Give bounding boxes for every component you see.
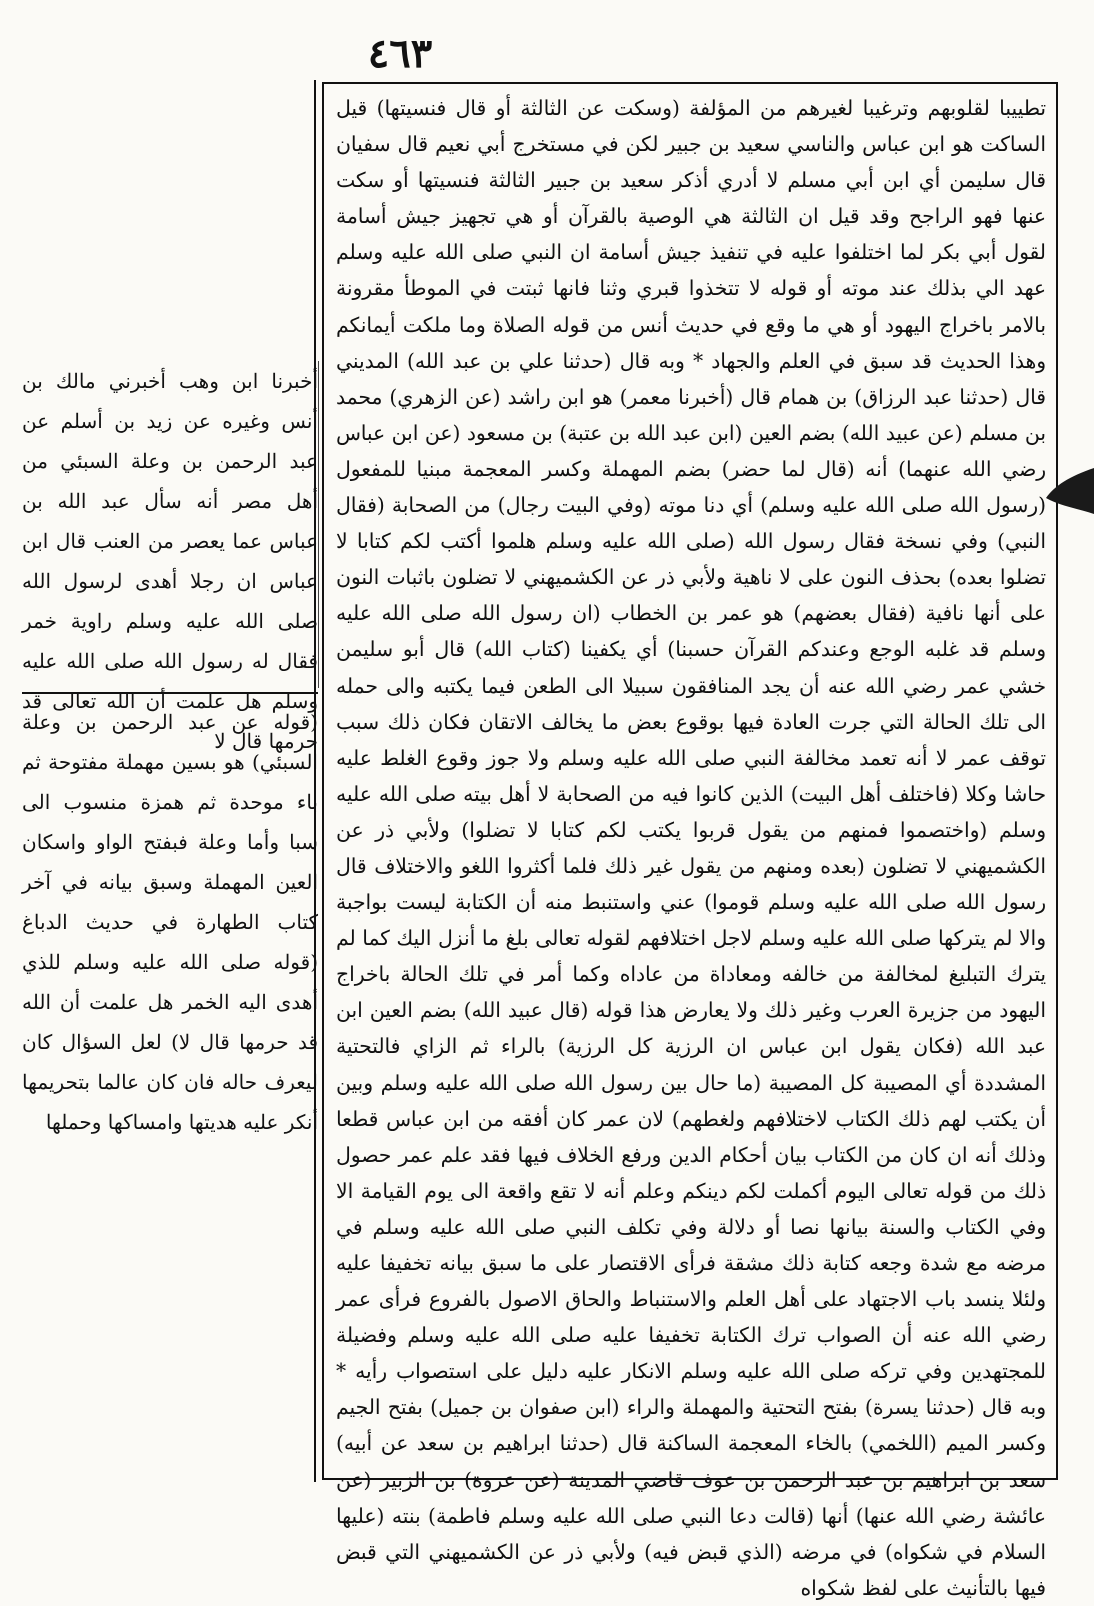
margin-hadith-paragraph: أخبرنا ابن وهب أخبرني مالك بن أنس وغيره عن زيد بن أسلم عن عبد الرحمن بن وعلة السبئي من أهل مصر أنه سأل عبد الله بن عباس عما يعصر من العنب قال ابن عباس ان رجلا أهدى لرسول الله صلى الله عليه وسلم راوية خمر فقال له رسول الله صلى الله عليه وسلم هل علمت أن الله تعالى قد حرمها قال لا (22, 369, 318, 753)
margin-notes-paragraph: (قوله عن عبد الرحمن بن وعلة السبئي) هو بسين مهملة مفتوحة ثم باء موحدة ثم همزة منسوب الى سبا وأما وعلة فبفتح الواو واسكان العين المهملة وسبق بيانه في آخر كتاب الطهارة في حديث الدباغ (قوله صلى الله عليه وسلم للذي أهدى اليه الخمر هل علمت أن الله قد حرمها قال لا) لعل السؤال كان ليعرف حاله فان كان عالما بتحريمها أنكر عليه هديتها وامساكها وحملها (22, 710, 318, 1134)
page-number: ٤٦٣ (367, 30, 433, 77)
main-paragraph: تطييبا لقلوبهم وترغيبا لغيرهم من المؤلفة (وسكت عن الثالثة أو قال فنسيتها) قيل الساكت هو ابن عباس والناسي سعيد بن جبير لكن في مستخرج أبي نعيم قال سفيان قال سليمن أي ابن أبي مسلم لا أدري أذكر سعيد بن جبير الثالثة فنسيتها أو سكت عنها فهو الراجح وقد قيل ان الثالثة هي الوصية بالقرآن أو هي تجهيز جيش أسامة لقول أبي بكر لما اختلفوا عليه في تنفيذ جيش أسامة ان النبي صلى الله عليه وسلم عهد الي بذلك عند موته أو قوله لا تتخذوا قبري وثنا فانها ثبتت في الموطأ مقرونة بالامر باخراج اليهود أو هي ما وقع في حديث أنس من قوله الصلاة وما ملكت أيمانكم وهذا الحديث قد سبق في العلم والجهاد * وبه قال (حدثنا علي بن عبد الله) المديني قال (حدثنا عبد الرزاق) بن همام قال (أخبرنا معمر) هو ابن راشد (عن الزهري) محمد بن مسلم (عن عبيد الله) بضم العين (ابن عبد الله بن عتبة) بن مسعود (عن ابن عباس رضي الله عنهما) أنه (قال لما حضر) بضم المهملة وكسر المعجمة مبنيا للمفعول (رسول الله صلى الله عليه وسلم) أي دنا موته (وفي البيت رجال) من الصحابة (فقال النبي) وفي نسخة فقال رسول الله (صلى الله عليه وسلم هلموا أكتب لكم كتابا لا تضلوا بعده) بحذف النون على لا ناهية ولأبي ذر عن الكشميهني لا تضلون باثبات النون على أنها نافية (فقال بعضهم) هو عمر بن الخطاب (ان رسول الله صلى الله عليه وسلم قد غلبه الوجع وعندكم القرآن حسبنا) أي يكفينا (كتاب الله) قال أبو سليمن خشي عمر رضي الله عنه أن يجد المنافقون سبيلا الى الطعن فيما يكتبه والى حمله الى تلك الحالة التي جرت العادة فيها بوقوع بعض ما يخالف الاتقان فكان ذلك سبب توقف عمر لا أنه تعمد مخالفة النبي صلى الله عليه وسلم ولا جوز وقوع الغلط عليه حاشا وكلا (فاختلف أهل البيت) الذين كانوا فيه من الصحابة لا أهل بيته صلى الله عليه وسلم (واختصموا فمنهم من يقول قربوا يكتب لكم كتابا لا تضلوا) ولأبي ذر عن الكشميهني لا تضلون (بعده ومنهم من يقول غير ذلك فلما أكثروا اللغو والاختلاف قال رسول الله صلى الله عليه وسلم قوموا) عني واستنبط منه أن الكتابة ليست بواجبة والا لم يتركها صلى الله عليه وسلم لاجل اختلافهم لقوله تعالى بلغ ما أنزل اليك كما لم يترك التبليغ لمخالفة من خالفه ومعاداة من عاداه وكما أمر في تلك الحالة باخراج اليهود من جزيرة العرب وغير ذلك ولا يعارض هذا قوله (قال عبيد الله) بضم العين ابن عبد الله (فكان يقول ابن عباس ان الرزية كل الرزية) بالراء ثم الزاي فالتحتية المشددة أي المصيبة كل المصيبة (ما حال بين رسول الله صلى الله عليه وسلم وبين أن يكتب لهم ذلك الكتاب لاختلافهم ولغطهم) لان عمر كان أفقه من ابن عباس قطعا وذلك أنه ان كان من الكتاب بيان أحكام الدين ورفع الخلاف فيها فقد علم عمر حصول ذلك من قوله تعالى اليوم أكملت لكم دينكم وعلم أنه لا تقع واقعة الى يوم القيامة الا وفي الكتاب والسنة بيانها نصا أو دلالة وفي تكلف النبي صلى الله عليه وسلم في مرضه مع شدة وجعه كتابة ذلك مشقة فرأى الاقتصار على ما سبق بيانه تخفيفا عليه ولئلا ينسد باب الاجتهاد على أهل العلم والاستنباط والحاق الاصول بالفروع فرأى عمر رضي الله عنه أن الصواب ترك الكتابة تخفيفا عليه صلى الله عليه وسلم وفضيلة للمجتهدين وفي تركه صلى الله عليه وسلم الانكار عليه دليل على استصواب رأيه * وبه قال (حدثنا يسرة) بفتح التحتية والمهملة والراء (ابن صفوان بن جميل) بفتح الجيم وكسر الميم (اللخمي) بالخاء المعجمة الساكنة قال (حدثنا ابراهيم بن سعد عن أبيه) سعد بن ابراهيم بن عبد الرحمن بن عوف قاضي المدينة (عن عروة) بن الزبير (عن عائشة رضي الله عنها) أنها (قالت دعا النبي صلى الله عليه وسلم فاطمة) بنته (عليها السلام في شكواه) في مرضه (الذي قبض فيه) ولأبي ذر عن الكشميهني التي قبض فيها بالتأنيث على لفظ شكواه (336, 96, 1046, 1600)
main-commentary-text (336, 90, 1046, 1600)
page-edge-shadow (1040, 468, 1094, 514)
margin-notes-text (22, 692, 318, 1132)
margin-hadith-text (22, 361, 318, 753)
margin-divider (318, 361, 319, 688)
main-text-frame (322, 82, 1058, 1600)
